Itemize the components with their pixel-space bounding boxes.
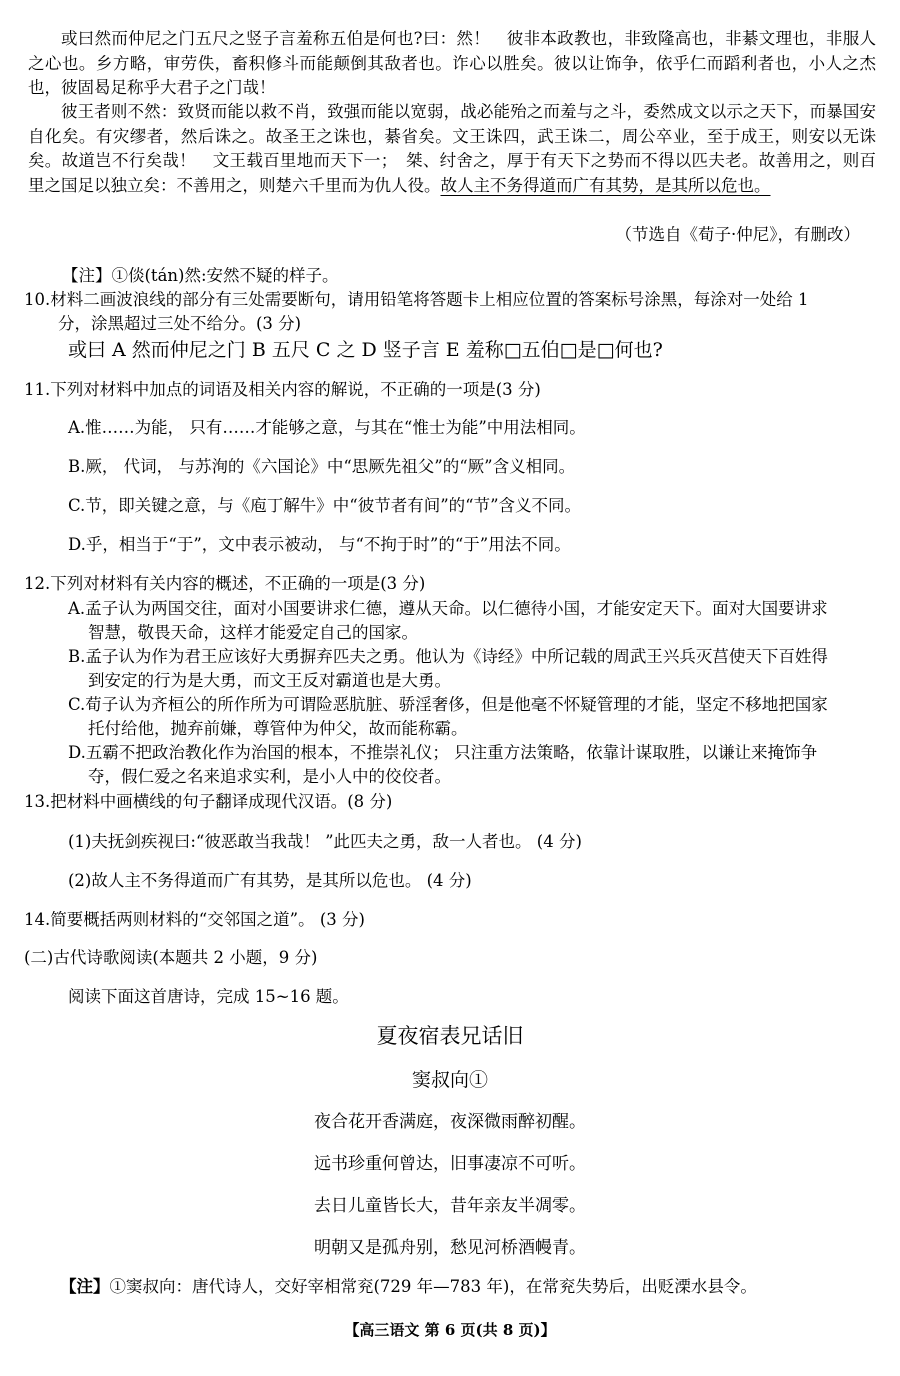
underlined-sentence: 故人主不务得道而广有其势，是其所以危也。 (440, 175, 771, 195)
poem-note (60, 1275, 757, 1299)
poem-line-2: 远书珍重何曾达，旧事凄凉不可听。 (314, 1154, 586, 1174)
q12-option-a-line1: A.孟子认为两国交往，面对小国要讲求仁德，遵从天命。以仁德待小国，才能安定天下。面对大国要讲求 (68, 599, 828, 618)
q11-option-b: B.厥， 代词， 与苏洵的《六国论》中“思厥先祖父”的“厥”含义相同。 (68, 457, 576, 476)
q12-option-c-line2: 托付给他，抛弃前嫌，尊管仲为仲父，故而能称霸。 (88, 719, 468, 738)
poem-author: 窦叔向① (411, 1069, 488, 1091)
passage-paragraph-1: 或曰然而仲尼之门五尺之竖子言羞称五伯是何也?曰：然！ 彼非本政教也，非致隆高也，非綦文理也，非服人之心也。乡方略，审劳佚，畜积修斗而能颠倒其敌者也。诈心以胜矣。彼以让饰争，依乎仁而蹈利者也，小人之杰也，彼固曷足称乎大君子之门哉！ (28, 29, 876, 97)
poem-note-label: 【注】 (60, 1277, 110, 1296)
poem-note-text: ①窦叔向：唐代诗人，交好宰相常兖(729 年—783 年)，在常兖失势后，出贬溧水县令。 (109, 1277, 757, 1296)
poem-line-3: 去日儿童皆长大，昔年亲友半凋零。 (314, 1196, 586, 1216)
passage-source: （节选自《荀子·仲尼》，有删改） (615, 225, 860, 244)
poem-line-4: 明朝又是孤舟别，愁见河桥酒幔青。 (314, 1238, 586, 1258)
passage-note: 【注】①倓(tán)然:安然不疑的样子。 (62, 266, 339, 285)
q12-option-b-line1: B.孟子认为作为君王应该好大勇摒弃匹夫之勇。他认为《诗经》中所记载的周武王兴兵灭莒使天下百姓得 (68, 647, 828, 666)
q11-option-c: C.节，即关键之意，与《庖丁解牛》中“彼节者有间”的“节”含义不同。 (68, 496, 582, 515)
passage-paragraph-2-text: 彼王者则不然：致贤而能以救不肖，致强而能以宽弱，战必能殆之而羞与之斗，委然成文以示之天下，而暴国安自化矣。有灾缪者，然后诛之。故圣王之诛也，綦省矣。文王诛四，武王诛二，周公卒业，至于成王，则安以无诛矣。故道岂不行矣哉！ 文王载百里地而天下一； 桀、纣舍之，厚于有天下之势而不得以匹夫老。故善用之，则百里之国足以独立矣：不善用之，则楚六千里而为仇人役。 (28, 102, 876, 195)
section2-instruction: 阅读下面这首唐诗，完成 15~16 题。 (68, 987, 349, 1006)
q10-stem-line1: 10.材料二画波浪线的部分有三处需要断句，请用铅笔将答题卡上相应位置的答案标号涂黑，每涂对一处给 1 (24, 290, 809, 309)
poem-title: 夏夜宿表兄话旧 (376, 1024, 524, 1048)
q10-stem-line2: 分，涂黑超过三处不给分。(3 分) (58, 314, 302, 333)
q11-option-a: A.惟……为能， 只有……才能够之意，与其在“惟士为能”中用法相同。 (68, 418, 586, 437)
q13-sentence-2: (2)故人主不务得道而广有其势，是其所以危也。 (4 分) (68, 871, 472, 890)
q12-option-d-line2: 夺，假仁爱之名来追求实利，是小人中的佼佼者。 (88, 767, 451, 786)
q11-option-d: D.乎，相当于“于”，文中表示被动， 与“不拘于时”的“于”用法不同。 (68, 535, 571, 554)
q12-option-a-line2: 智慧，敬畏天命，这样才能爱定自己的国家。 (88, 623, 418, 642)
poem-line-1: 夜合花开香满庭，夜深微雨醉初醒。 (314, 1112, 586, 1132)
q12-stem: 12.下列对材料有关内容的概述，不正确的一项是(3 分) (24, 574, 426, 593)
section2-heading: (二)古代诗歌阅读(本题共 2 小题，9 分) (24, 948, 318, 967)
passage-paragraph-2 (28, 100, 876, 198)
q12-option-d-line1: D.五霸不把政治教化作为治国的根本，不推崇礼仪； 只注重方法策略，依靠计谋取胜，以谦让来掩饰争 (68, 743, 818, 762)
q12-option-b-line2: 到安定的行为是大勇，而文王反对霸道也是大勇。 (88, 671, 451, 690)
q12-option-c-line1: C.荀子认为齐桓公的所作所为可谓险恶肮脏、骄淫奢侈，但是他毫不怀疑管理的才能，坚定不移地把国家 (68, 695, 828, 714)
q11-stem: 11.下列对材料中加点的词语及相关内容的解说，不正确的一项是(3 分) (24, 380, 541, 399)
q13-stem: 13.把材料中画横线的句子翻译成现代汉语。(8 分) (24, 792, 393, 811)
q14-stem: 14.简要概括两则材料的“交邻国之道”。 (3 分) (24, 910, 365, 929)
q10-sentence: 或曰 A 然而仲尼之门 B 五尺 C 之 D 竖子言 E 羞称□五伯□是□何也? (68, 339, 663, 361)
page-footer: 【高三语文 第 6 页(共 8 页)】 (344, 1321, 556, 1339)
q13-sentence-1: (1)夫抚剑疾视曰:“彼恶敢当我哉！ ”此匹夫之勇，敌一人者也。 (4 分) (68, 832, 582, 851)
